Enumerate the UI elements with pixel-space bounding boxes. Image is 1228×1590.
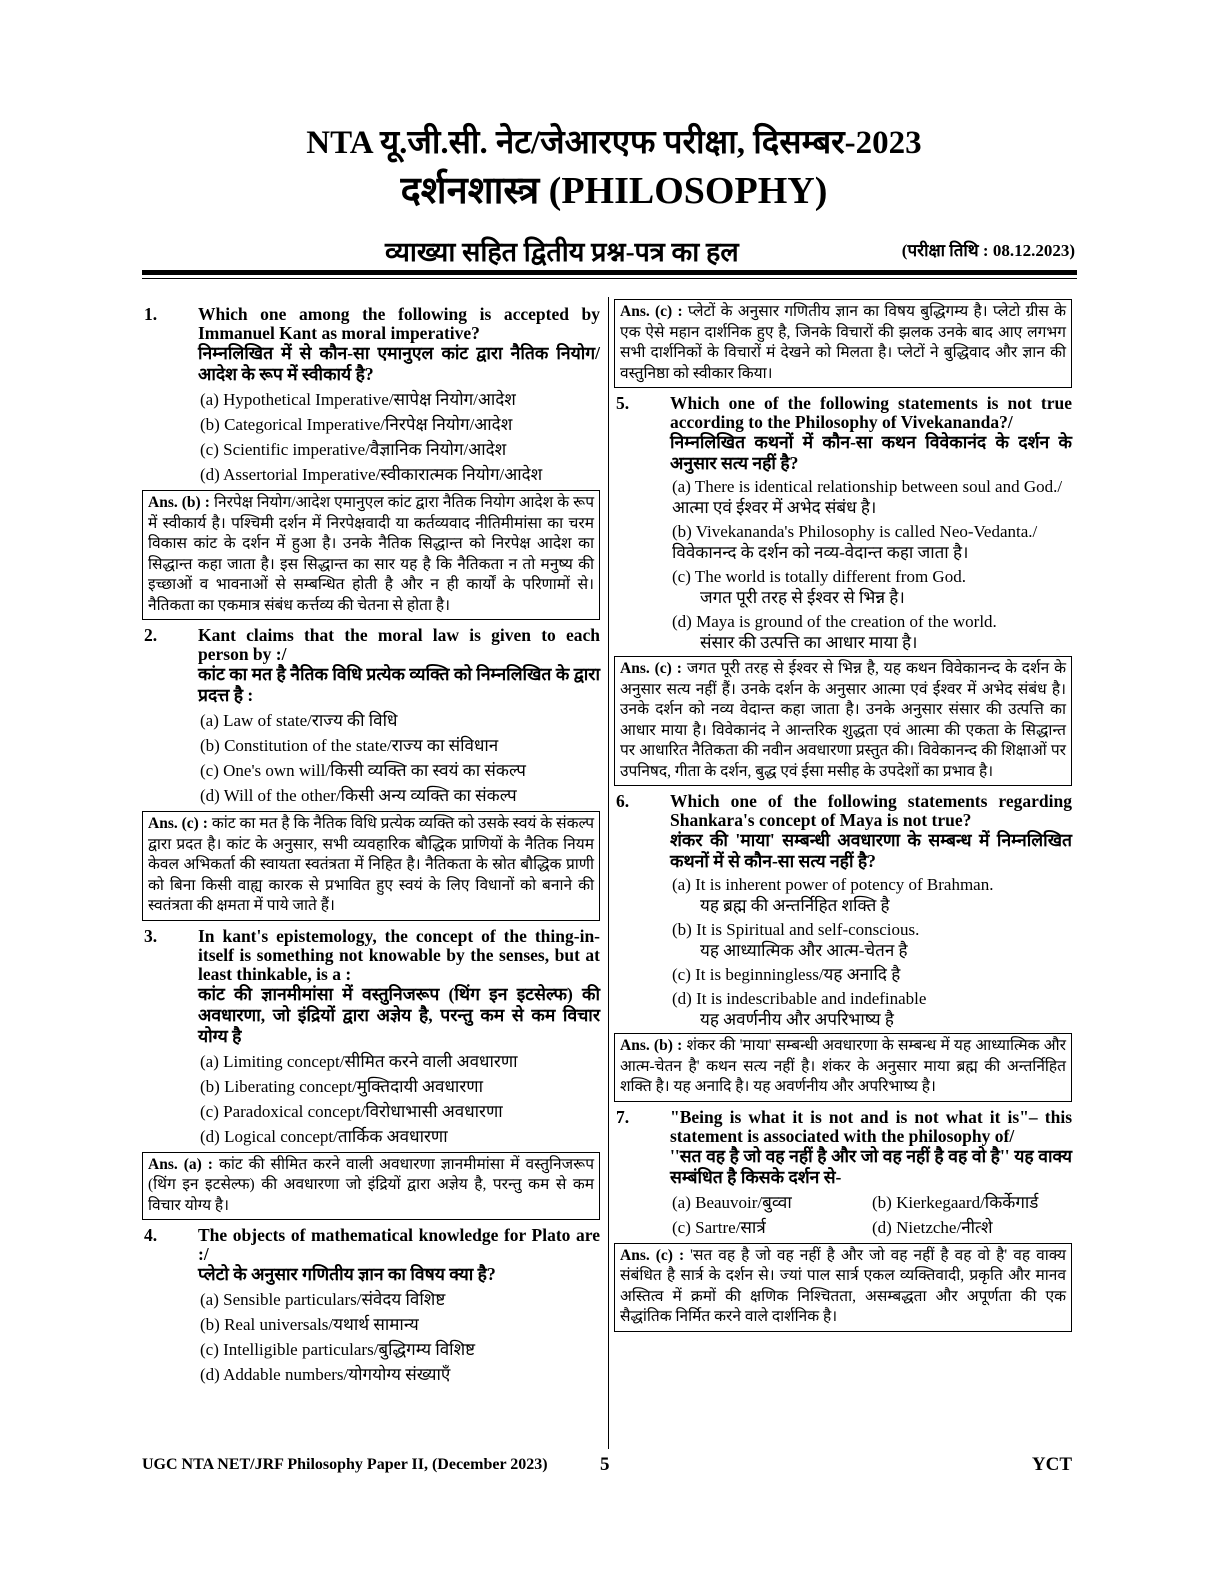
question-text (198, 626, 600, 706)
question-4 (142, 1226, 600, 1285)
question-2 (142, 626, 600, 706)
option-b: (b) Liberating concept/मुक्तिदायी अवधारणा (200, 1076, 483, 1096)
column-divider (608, 297, 609, 1449)
option-c: (c) Scientific imperative/वैज्ञानिक नियोग/आदेश (200, 440, 507, 459)
option-a: (a) Beauvoir/बुव्वा (672, 1192, 792, 1212)
option-c (672, 964, 1072, 985)
subject-title: दर्शनशास्त्र (PHILOSOPHY) (400, 170, 828, 212)
option-text: (a) There is identical relationship between soul and God./आत्मा एवं ईश्वर में अभेद संबंध है। (672, 477, 1063, 517)
option-c: (c) One's own will/किसी व्यक्ति का स्वयं का संकल्प (200, 761, 526, 780)
option-c: (c) Intelligible particulars/बुद्धिगम्य विशिष्ट (200, 1340, 476, 1359)
answer-box-6 (614, 1033, 1072, 1102)
options-7 (672, 1190, 1072, 1240)
option-text-hi: यह ब्रह्म की अन्तर्निहित शक्ति है (700, 896, 890, 915)
question-text-en: In kant's epistemology, the concept of the thing-in-itself is something not knowable by the senses, but at least thinkable, is a : (198, 925, 600, 984)
question-number: 1. (144, 304, 158, 324)
option-b: (b) Real universals/यथार्थ सामान्य (200, 1315, 419, 1334)
answer-explanation: कांट की सीमित करने वाली अवधारणा ज्ञानमीमांसा में वस्तुनिजरूप (थिंग इन इटसेल्फ) की अवधारणा जो इंद्रियों द्वारा अज्ञेय है, परन्तु कम से कम विचार योग्य है। (148, 1155, 594, 1214)
option-text: (b) It is Spiritual and self-conscious. (672, 920, 920, 939)
answer-explanation: निरपेक्ष नियोग/आदेश एमानुएल कांट द्वारा नैतिक नियोग आदेश के रूप में स्वीकार्य है। पश्चिमी दर्शन में निरपेक्षवादी या कर्तव्यवाद नीतिमीमांसा का चरम विकास कांट के दर्शन में हुआ है। उनके नैतिक सिद्धान्त को निरपेक्ष आदेश का सिद्धान्त कहा जाता है। इस सिद्धान्त का सार यह है कि नैतिकता न तो मनुष्य की इच्छाओं व भावनाओं से सम्बन्धित होती है और न ही कार्यों के परिणामों से। नैतिकता का एकमात्र संबंध कर्त्तव्य की चेतना से होता है। (148, 494, 595, 614)
option-b: (b) Categorical Imperative/निरपेक्ष नियोग/आदेश (200, 415, 513, 434)
page-footer (142, 1456, 1072, 1478)
question-text (198, 1226, 600, 1285)
answer-label: Ans. (b) : (620, 1037, 683, 1054)
page-number: 5 (600, 1454, 610, 1475)
option-d (672, 611, 1072, 653)
answer-explanation: 'सत वह है जो वह नहीं है और जो वह नहीं है वह वो है' वह वाक्य संबंधित है सार्त्र के दर्शन से। ज्यां पाल सार्त्र एकल व्यक्तिवादी, प्रकृति और मानव अस्तित्व में क्रमों की क्षणिक निश्चितता, असम्बद्धता और अपूर्णता की एक सैद्धांतिक निर्मित करने वाले दार्शनिक है। (620, 1246, 1066, 1325)
subtitle-line (385, 232, 1075, 266)
question-number: 4. (144, 1225, 158, 1245)
option-a (672, 476, 1072, 518)
question-text-hi: निम्नलिखित कथनों में कौन-सा कथन विवेकानंद के दर्शन के अनुसार सत्य नहीं है? (670, 432, 1072, 473)
answer-box-4 (614, 299, 1072, 388)
option-text-hi: संसार की उत्पत्ति का आधार माया है। (700, 633, 918, 652)
answer-explanation: प्लेटों के अनुसार गणितीय ज्ञान का विषय बुद्धिगम्य है। प्लेटो ग्रीस के एक ऐसे महान दार्शनिक हुए है, जिनके विचारों की झलक उनके बाद आए लगभग सभी दार्शनिकों के विचारों मं देखने को मिलता है। प्लेटों ने बुद्धिवाद और ज्ञान की वस्तुनिष्ठा को स्वीकार किया। (620, 303, 1066, 382)
footer-title: UGC NTA NET/JRF Philosophy Paper II, (December 2023) (142, 1456, 548, 1473)
question-text-hi: कांट का मत है नैतिक विधि प्रत्येक व्यक्ति को निम्नलिखित के द्वारा प्रदत्त है : (198, 664, 600, 705)
question-7 (614, 1108, 1072, 1188)
option-row (672, 1215, 1072, 1240)
option-b: (b) Kierkegaard/किर्केगार्ड (872, 1192, 1039, 1212)
options-2 (200, 708, 600, 808)
question-text-hi: ''सत वह है जो वह नहीं है और जो वह नहीं है वह वो है'' यह वाक्य सम्बंधित है किसके दर्शन से- (670, 1145, 1072, 1187)
question-text (198, 927, 600, 1047)
option-d: (d) Will of the other/किसी अन्य व्यक्ति का संकल्प (200, 786, 517, 805)
question-text-hi: निम्नलिखित में से कौन-सा एमानुएल कांट द्वारा नैतिक नियोग/आदेश के रूप में स्वीकार्य है? (198, 343, 600, 384)
header-rule-thick (142, 270, 1077, 275)
publisher-mark: YCT (1031, 1454, 1072, 1475)
answer-box-3 (142, 1152, 600, 1221)
answer-label: Ans. (c) : (148, 815, 208, 832)
question-number: 5. (616, 393, 630, 413)
question-text (670, 394, 1072, 474)
right-column (614, 299, 1072, 1335)
question-number: 7. (616, 1106, 630, 1127)
exam-date: (परीक्षा तिथि : 08.12.2023) (901, 241, 1075, 260)
question-5 (614, 394, 1072, 474)
question-text-en: Which one of the following statements is not true according to the Philosophy of Vivekananda?/ (670, 393, 1072, 432)
question-text-en: Which one of the following statements regarding Shankara's concept of Maya is not true? (670, 791, 1072, 830)
option-row (672, 1190, 1072, 1215)
answer-box-2 (142, 811, 600, 921)
option-d (672, 988, 1072, 1030)
answer-box-5 (614, 656, 1072, 786)
left-column (142, 299, 600, 1390)
option-a: (a) Hypothetical Imperative/सापेक्ष नियोग/आदेश (200, 390, 516, 409)
question-number: 6. (616, 791, 630, 811)
option-a: (a) Limiting concept/सीमित करने वाली अवधारणा (200, 1051, 518, 1071)
paper-subtitle: व्याख्या सहित द्वितीय प्रश्न-पत्र का हल (385, 237, 739, 267)
option-a: (a) Sensible particulars/संवेदय विशिष्ट (200, 1290, 446, 1309)
option-text: (c) It is beginningless/यह अनादि है (672, 965, 901, 984)
question-text-en: Kant claims that the moral law is given to each person by :/ (198, 625, 600, 664)
question-text-hi: प्लेटो के अनुसार गणितीय ज्ञान का विषय क्या है? (198, 1264, 496, 1284)
option-text: (c) The world is totally different from God. (672, 567, 966, 586)
question-text (670, 792, 1072, 872)
question-number: 2. (144, 625, 158, 645)
option-text-hi: यह आध्यात्मिक और आत्म-चेतन है (700, 941, 908, 960)
option-c (672, 566, 1072, 608)
option-text-hi: जगत पूरी तरह से ईश्वर से भिन्न है। (700, 588, 905, 607)
answer-explanation: जगत पूरी तरह से ईश्वर से भिन्न है, यह कथन विवेकानन्द के दर्शन के अनुसार सत्य नहीं हैं। उनके दर्शन के अनुसार आत्मा एवं ईश्वर में अभेद संबंध है। उनके दर्शन को नव्य वेदान्त कहा जाता है। उनके अनुसार संसार की उत्पत्ति का आधार माया है। विवेकानंद ने आन्तरिक शुद्धता एवं आत्मा की एकता के सिद्धान्त पर आधारित नैतिकता की नवीन अवधारणा प्रस्तुत की। विवेकानन्द की शिक्षाओं पर उपनिषद, गीता के दर्शन, बुद्ध एवं ईसा मसीह के उपदेशों का प्रभाव है। (620, 660, 1066, 780)
options-3 (200, 1049, 600, 1149)
page-header (0, 120, 1228, 216)
option-a (672, 874, 1072, 916)
question-text (198, 305, 600, 385)
option-d: (d) Nietzche/नीत्शे (872, 1217, 993, 1237)
answer-explanation: शंकर की 'माया' सम्बन्धी अवधारणा के सम्बन्ध में यह आध्यात्मिक और आत्म-चेतन है' कथन सत्य नहीं है। शंकर के अनुसार माया ब्रह्म की अन्तर्निहित शक्ति है। यह अनादि है। यह अवर्णनीय और अपरिभाष्य है। (620, 1037, 1066, 1095)
option-text: (d) Maya is ground of the creation of the world. (672, 612, 997, 631)
options-4 (200, 1287, 600, 1387)
option-c: (c) Paradoxical concept/विरोधाभासी अवधारणा (200, 1101, 503, 1121)
question-6 (614, 792, 1072, 872)
question-number: 3. (144, 925, 158, 946)
options-1 (200, 387, 600, 487)
option-text-hi: यह अवर्णनीय और अपरिभाष्य है (700, 1010, 894, 1029)
answer-label: Ans. (c) : (620, 1246, 685, 1264)
question-text-en: "Being is what it is not and is not what it is"– this statement is associated with the philosophy of/ (670, 1106, 1072, 1146)
answer-label: Ans. (c) : (620, 303, 683, 320)
option-b: (b) Constitution of the state/राज्य का संविधान (200, 736, 499, 755)
answer-box-7 (614, 1243, 1072, 1332)
options-5 (672, 476, 1072, 653)
option-d: (d) Logical concept/तार्किक अवधारणा (200, 1126, 448, 1146)
question-text-hi: कांट की ज्ञानमीमांसा में वस्तुनिजरूप (थिंग इन इटसेल्फ) की अवधारणा, जो इंद्रियों द्वारा अज्ञेय है, परन्तु कम से कम विचार योग्य है (198, 983, 600, 1046)
option-b (672, 521, 1072, 563)
option-d: (d) Assertorial Imperative/स्वीकारात्मक नियोग/आदेश (200, 465, 543, 484)
question-text-en: The objects of mathematical knowledge for Plato are :/ (198, 1225, 600, 1264)
question-3 (142, 927, 600, 1047)
answer-label: Ans. (a) : (148, 1155, 213, 1173)
answer-explanation: कांट का मत है कि नैतिक विधि प्रत्येक व्यक्ति को उसके स्वयं के संकल्प द्वारा प्रदत है। कांट के अनुसार, सभी व्यवहारिक बौद्धिक प्राणियों के नैतिक नियम केवल अभिकर्ता की स्वायता स्वतंत्रता में निहित है। नैतिकता के स्रोत बौद्धिक प्राणी को बिना किसी वाह्य कारक से प्रभावित हुए स्वयं के लिए विधानों को बनाने की स्वतंत्रता की क्षमता में पाये जाते हैं। (148, 815, 594, 914)
question-1 (142, 305, 600, 385)
option-c: (c) Sartre/सार्त्र (672, 1217, 766, 1237)
answer-label: Ans. (c) : (620, 660, 682, 677)
answer-box-1 (142, 490, 600, 620)
header-rule-thin (142, 278, 1077, 279)
option-d: (d) Addable numbers/योगयोग्य संख्याएँ (200, 1365, 451, 1384)
options-6 (672, 874, 1072, 1030)
option-text: (d) It is indescribable and indefinable (672, 989, 927, 1008)
option-a: (a) Law of state/राज्य की विधि (200, 711, 398, 730)
question-text (670, 1108, 1072, 1188)
question-text-en: Which one among the following is accepted by Immanuel Kant as moral imperative? (198, 304, 600, 343)
option-b (672, 919, 1072, 961)
exam-title: NTA यू.जी.सी. नेट/जेआरएफ परीक्षा, दिसम्बर-2023 (306, 125, 922, 161)
question-text-hi: शंकर की 'माया' सम्बन्धी अवधारणा के सम्बन्ध में निम्नलिखित कथनों में से कौन-सा सत्य नहीं है? (670, 830, 1072, 871)
option-text: (b) Vivekananda's Philosophy is called Neo-Vedanta./विवेकानन्द के दर्शन को नव्य-वेदान्त कहा जाता है। (672, 522, 1038, 562)
option-text: (a) It is inherent power of potency of Brahman. (672, 875, 994, 894)
answer-label: Ans. (b) : (148, 494, 210, 511)
